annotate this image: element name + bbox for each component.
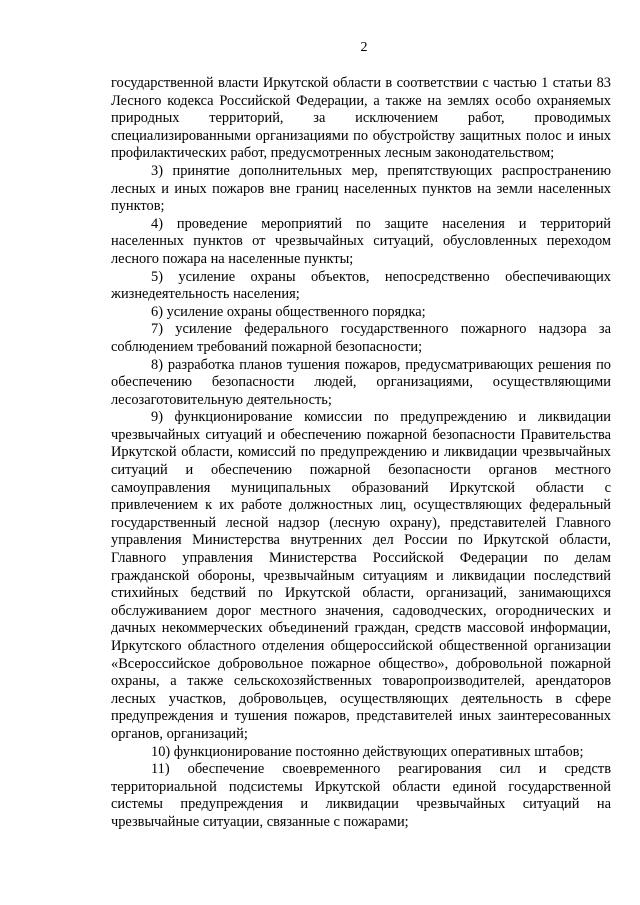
page-number: 2 bbox=[360, 40, 368, 55]
paragraph-item-3: 3) принятие дополнительных мер, препятствующих распространению лесных и иных пожаров вне границ населенных пунктов на земли населенных пунктов; bbox=[111, 162, 611, 215]
paragraph-item-7: 7) усиление федерального государственного пожарного надзора за соблюдением требований пожарной безопасности; bbox=[111, 321, 611, 355]
paragraph-item-6: 6) усиление охраны общественного порядка; bbox=[151, 303, 426, 320]
paragraph-item-9: 9) функционирование комиссии по предупреждению и ликвидации чрезвычайных ситуаций и обеспечению пожарной безопасности Правительства Иркутской области, комиссий по предупреждению и ликвидации чрезвычайных ситуаций и обеспечению пожарной безопасности органов местного самоуправления муниципальных образований Иркутской области с привлечением к их работе должностных лиц, осуществляющих федеральный государственный лесной надзор (лесную охрану), представителей Главного управления Министерства внутренних дел России по Иркутской области, Главного управления Министерства Российской Федерации по делам гражданской обороны, чрезвычайным ситуациям и ликвидации последствий стихийных бедствий по Иркутской области, организаций, занимающихся обслуживанием дорог местного значения, садоводческих, огороднических и дачных некоммерческих объединений граждан, средств массовой информации, Иркутского областного отделения общероссийской общественной организации «Всероссийское добровольное пожарное общество», добровольной пожарной охраны, а также сельскохозяйственных товаропроизводителей, арендаторов лесных участков, добровольцев, осуществляющих деятельность в сфере предупреждения и тушения пожаров, представителей иных заинтересованных органов, организаций; bbox=[111, 409, 611, 742]
paragraph-item-4: 4) проведение мероприятий по защите населения и территорий населенных пунктов от чрезвычайных ситуаций, обусловленных переходом лесного пожара на населенные пункты; bbox=[111, 215, 611, 267]
paragraph-item-11: 11) обеспечение своевременного реагирования сил и средств территориальной подсистемы Иркутской области единой государственной системы предупреждения и ликвидации чрезвычайных ситуаций на чрезвычайные ситуации, связанные с пожарами; bbox=[111, 761, 611, 830]
paragraph-item-8: 8) разработка планов тушения пожаров, предусматривающих решения по обеспечению безопасности людей, организациями, осуществляющими лесозаготовительную деятельность; bbox=[111, 356, 611, 408]
paragraph-item-5: 5) усиление охраны объектов, непосредственно обеспечивающих жизнедеятельность населения; bbox=[111, 268, 611, 303]
paragraph-continuation: государственной власти Иркутской области в соответствии с частью 1 статьи 83 Лесного кодекса Российской Федерации, а также на землях особо охраняемых природных территорий, за исключением работ, проводимых специализированными организациями по обустройству защитных полос и иных профилактических работ, предусмотренных лесным законодательством; bbox=[111, 75, 611, 162]
body-text bbox=[111, 75, 611, 832]
paragraph-item-10: 10) функционирование постоянно действующих оперативных штабов; bbox=[151, 743, 584, 760]
